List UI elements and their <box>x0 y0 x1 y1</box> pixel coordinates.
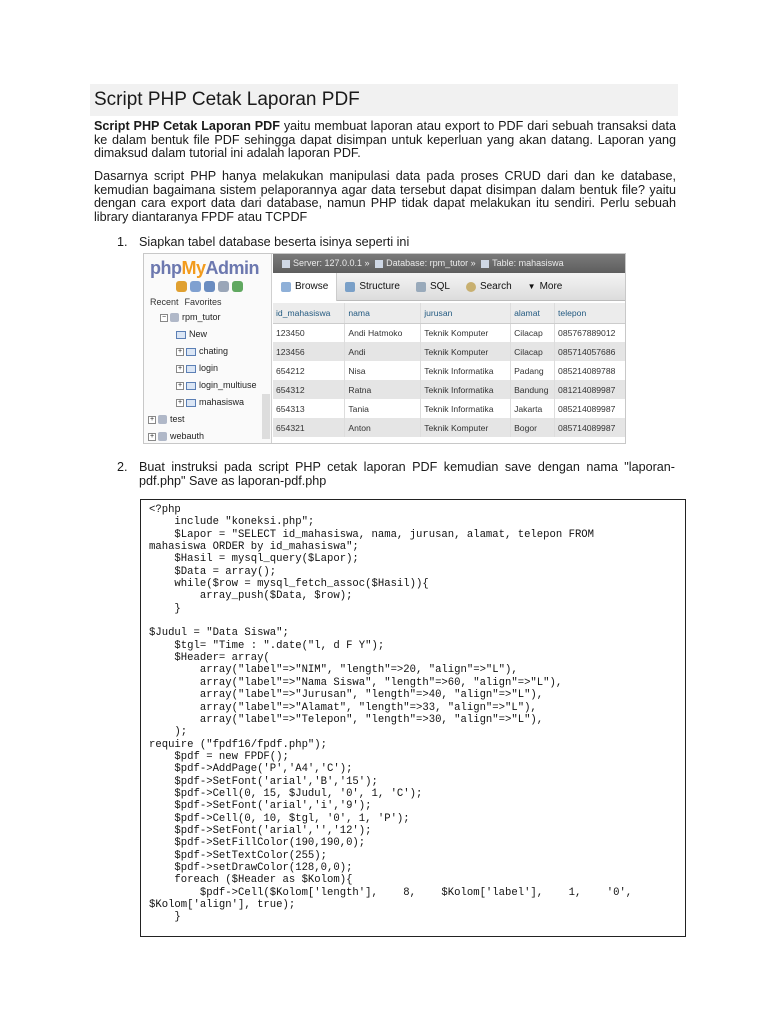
table-row[interactable]: 654313 Tania Teknik Informatika Jakarta 085214089987 <box>273 399 626 418</box>
column-header[interactable]: alamat <box>511 303 555 323</box>
list-item <box>117 461 677 488</box>
settings-icon[interactable] <box>232 281 243 292</box>
intro-paragraph <box>94 120 676 161</box>
table-icon <box>186 348 196 356</box>
expand-icon: + <box>177 364 183 372</box>
database-icon <box>375 260 383 268</box>
pma-main <box>273 254 626 444</box>
collapse-icon: − <box>161 313 167 321</box>
table-row[interactable]: 123456 Andi Teknik Komputer Cilacap 085714057686 <box>273 342 626 361</box>
paragraph-2: Dasarnya script PHP hanya melakukan manipulasi data pada proses CRUD dari dan ke database, kemudian bagaimana sistem pelaporannya agar data tersebut dapat disimpan dalam bentuk file? yaitu dengan cara export data dari database, namun PHP tidak dapat melakukan itu sendiri. Perlu sebuah library diantaranya FPDF atau TCPDF <box>94 169 676 224</box>
tab-browse[interactable]: Browse <box>273 273 337 301</box>
tab-favorites[interactable]: Favorites <box>184 297 222 307</box>
tab-more[interactable]: ▼ More <box>520 273 571 301</box>
database-icon <box>158 432 167 441</box>
tree-db-webauth[interactable]: + webauth <box>149 431 205 441</box>
pma-nav-tabs <box>273 273 626 301</box>
table-header-row <box>273 303 626 323</box>
list-number: 2. <box>117 460 128 474</box>
server-icon <box>282 260 290 268</box>
chevron-down-icon: ▼ <box>527 281 536 291</box>
tree-db-test[interactable]: + test <box>149 414 185 424</box>
pma-sidebar <box>144 254 272 444</box>
code-text: <?php include "koneksi.php"; $Lapor = "SELECT id_mahasiswa, nama, jurusan, alamat, telepon FROM mahasiswa ORDER by id_mahasiswa"; $Hasil = mysql_query($Lapor); $Data = array(); while($row = mysql_fetch_assoc($Hasil)){ array_push($Data, $row); } $Judul = "Data Siswa"; $tgl= "Time : ".date("l, d F Y"); $Header= array( array("label"=>"NIM", "length"=>20, "align"=>"L"), array("label"=>"Nama Siswa", "length"=>60, "align"=>"L"), array("label"=>"Jurusan", "length"=>40, "align"=>"L"), array("label"=>"Alamat", "length"=>33, "align"=>"L"), array("label"=>"Telepon", "length"=>30, "align"=>"L"), ); require ("fpdf16/fpdf.php"); $pdf = new FPDF(); $pdf->AddPage('P','A4','C'); $pdf->SetFont('arial','B','15'); $pdf->Cell(0, 15, $Judul, '0', 1, 'C'); $pdf->SetFont('arial','i','9'); $pdf->Cell(0, 10, $tgl, '0', 1, 'P'); $pdf->SetFont('arial','','12'); $pdf->SetFillColor(190,190,0); $pdf->SetTextColor(255); $pdf->setDrawColor(128,0,0); foreach ($Header as $Kolom){ $pdf->Cell($Kolom['length'], 8, $Kolom['label'], 1, '0', $Kolom['align'], true); } <box>149 504 633 924</box>
expand-icon: + <box>177 347 183 355</box>
table-row[interactable]: 654212 Nisa Teknik Informatika Padang 085214089788 <box>273 361 626 380</box>
help-icon[interactable] <box>204 281 215 292</box>
pma-breadcrumb <box>273 254 626 273</box>
tab-structure[interactable]: Structure <box>337 273 408 301</box>
tab-recent[interactable]: Recent <box>150 297 179 307</box>
table-icon <box>186 399 196 407</box>
tree-table-mahasiswa[interactable]: + mahasiswa <box>177 397 245 407</box>
pma-db-tree <box>148 309 257 444</box>
expand-icon: + <box>177 381 183 389</box>
pma-logo: phpMyAdmin <box>150 258 260 278</box>
list-item <box>117 236 409 250</box>
page-title: Script PHP Cetak Laporan PDF <box>90 84 678 116</box>
search-icon <box>466 282 476 292</box>
table-icon <box>186 382 196 390</box>
pma-data-table <box>273 303 626 437</box>
breadcrumb-table[interactable]: Table: mahasiswa <box>492 258 564 268</box>
table-row[interactable]: 654312 Ratna Teknik Informatika Bandung 081214089987 <box>273 380 626 399</box>
column-header[interactable]: telepon <box>555 303 626 323</box>
browse-icon <box>281 282 291 292</box>
breadcrumb-server[interactable]: Server: 127.0.0.1 » <box>293 258 370 268</box>
list-text: Buat instruksi pada script PHP cetak laporan PDF kemudian save dengan nama "laporan-pdf.php" Save as laporan-pdf.php <box>139 460 675 488</box>
tree-table-login[interactable]: + login <box>177 363 219 373</box>
logout-icon[interactable] <box>190 281 201 292</box>
pma-toolbar-icons <box>176 281 243 292</box>
breadcrumb-database[interactable]: Database: rpm_tutor » <box>386 258 476 268</box>
column-header[interactable]: nama <box>345 303 421 323</box>
tree-item-new[interactable]: New <box>148 326 257 343</box>
expand-icon: + <box>149 415 155 423</box>
tree-table-login-multiuse[interactable]: + login_multiuse <box>177 380 257 390</box>
table-icon <box>186 365 196 373</box>
expand-icon: + <box>177 398 183 406</box>
sql-icon <box>416 282 426 292</box>
database-icon <box>170 313 179 322</box>
pma-sidebar-tabs <box>150 297 228 307</box>
new-table-icon <box>176 331 186 339</box>
list-text: Siapkan tabel database beserta isinya seperti ini <box>139 235 410 249</box>
intro-text: yaitu membuat laporan atau export to PDF dari sebuah transaksi data ke dalam bentuk file PDF sehingga dapat disimpan untuk keperluan yang akan datang. Laporan yang dimaksud dalam tutorial ini adalah laporan PDF. <box>94 119 676 161</box>
tree-table-chating[interactable]: + chating <box>177 346 229 356</box>
intro-bold: Script PHP Cetak Laporan PDF <box>94 119 280 133</box>
tab-sql[interactable]: SQL <box>408 273 458 301</box>
sidebar-scrollbar[interactable] <box>262 394 270 439</box>
tree-db-rpm-tutor[interactable]: − rpm_tutor <box>161 312 221 322</box>
phpmyadmin-screenshot <box>143 253 626 444</box>
column-header[interactable]: jurusan <box>421 303 511 323</box>
database-icon <box>158 415 167 424</box>
tab-search[interactable]: Search <box>458 273 520 301</box>
table-row[interactable]: 123450 Andi Hatmoko Teknik Komputer Cilacap 085767889012 <box>273 323 626 342</box>
code-block <box>140 499 686 937</box>
expand-icon: + <box>149 432 155 440</box>
column-header[interactable]: id_mahasiswa <box>273 303 345 323</box>
home-icon[interactable] <box>176 281 187 292</box>
structure-icon <box>345 282 355 292</box>
table-icon <box>481 260 489 268</box>
list-number: 1. <box>117 235 128 249</box>
docs-icon[interactable] <box>218 281 229 292</box>
table-row[interactable]: 654321 Anton Teknik Komputer Bogor 085714089987 <box>273 418 626 437</box>
